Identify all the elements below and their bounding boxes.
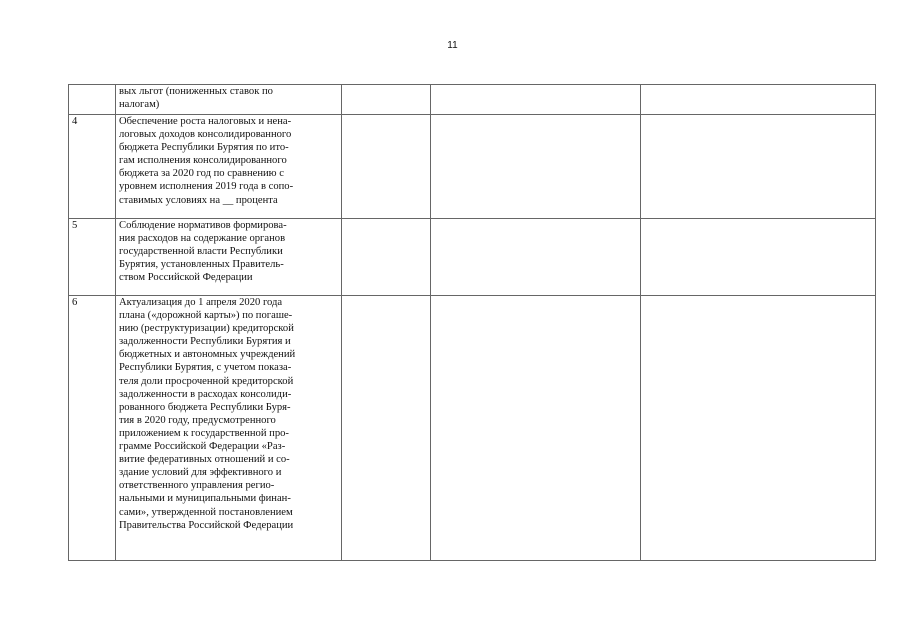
measure-text: вых льгот (пониженных ставок по налогам)	[119, 86, 273, 111]
table-cell	[641, 296, 876, 561]
table-cell	[342, 115, 431, 219]
table-row	[69, 85, 876, 115]
document-table	[68, 84, 876, 561]
table-cell	[342, 296, 431, 561]
table-cell	[342, 219, 431, 296]
table-cell	[431, 85, 641, 115]
table-cell	[431, 115, 641, 219]
measure-text: Соблюдение нормативов формирова- ния расходов на содержание органов государственной власти Республики Бурятия, установленных Правитель- ством Российской Федерации	[119, 220, 287, 284]
measure-text-cell	[116, 219, 342, 296]
page-number: 11	[447, 40, 458, 51]
row-number-cell: 6	[69, 296, 116, 561]
measure-text-cell	[116, 115, 342, 219]
row-number-cell: 5	[69, 219, 116, 296]
table-cell	[431, 296, 641, 561]
table-cell	[431, 219, 641, 296]
row-number-cell	[69, 85, 116, 115]
table-row	[69, 219, 876, 296]
table-cell	[641, 115, 876, 219]
table-row	[69, 296, 876, 561]
row-number-cell: 4	[69, 115, 116, 219]
table-cell	[641, 85, 876, 115]
table-cell	[641, 219, 876, 296]
measure-text-cell	[116, 296, 342, 561]
table-cell	[342, 85, 431, 115]
measure-text: Актуализация до 1 апреля 2020 года плана («дорожной карты») по погаше- нию (реструктуризации) кредиторской задолженности Республики Бурятия и бюджетных и автономных учреждений Республики Бурятия, с учетом показа- теля доли просроченной кредиторской задолженности в расходах консолиди- рованного бюджета Республики Буря- тия в 2020 году, предусмотренного приложением к государственной про- грамме Российской Федерации «Раз- витие федеративных отношений и со- здание условий для эффективного и ответственного управления регио- нальными и муниципальными финан- сами», утвержденной постановлением Правительства Российской Федерации	[119, 297, 296, 531]
table-row	[69, 115, 876, 219]
measure-text-cell	[116, 85, 342, 115]
measure-text: Обеспечение роста налоговых и нена- логовых доходов консолидированного бюджета Республики Бурятия по ито- гам исполнения консолидированного бюджета за 2020 год по сравнению с уровнем исполнения 2019 года в сопо- ставимых условиях на __ процента	[119, 116, 294, 206]
